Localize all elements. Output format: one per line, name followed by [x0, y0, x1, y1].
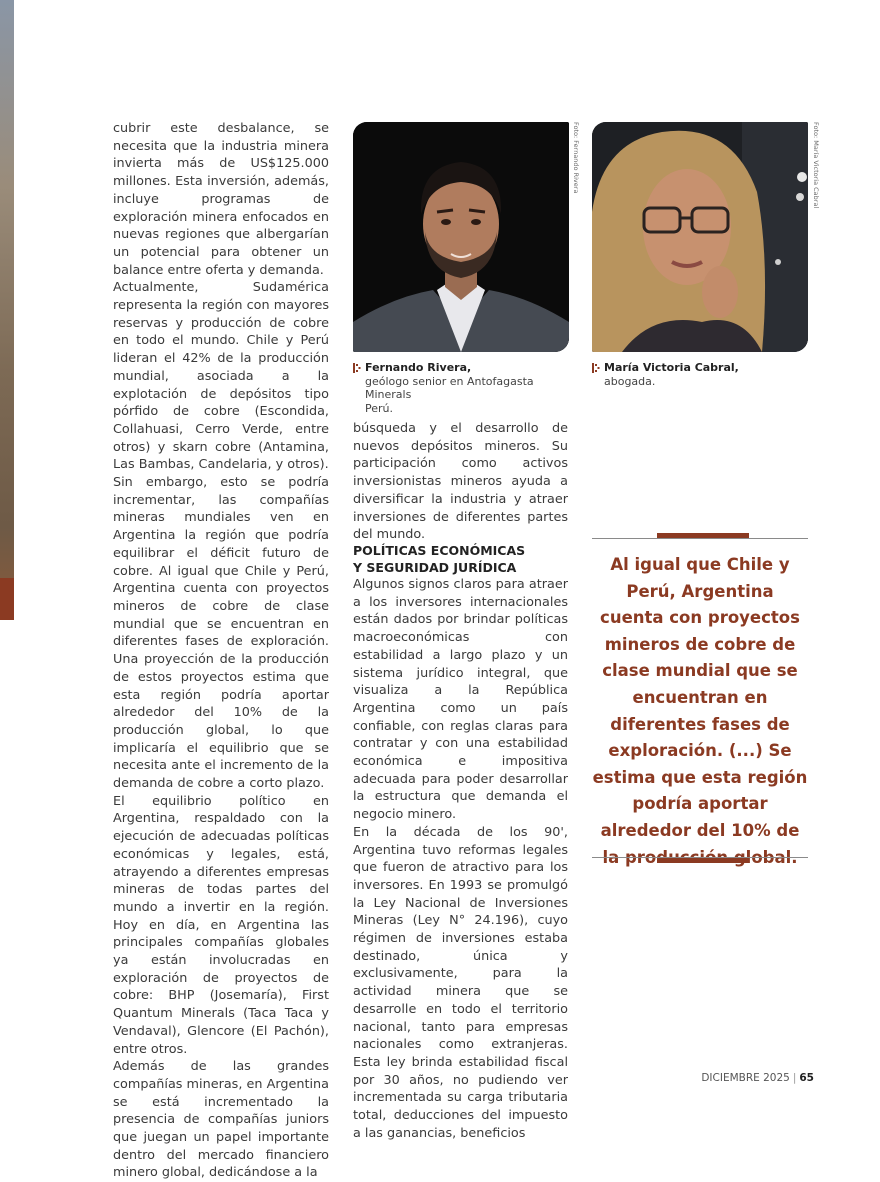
- caption-role: Perú.: [365, 401, 393, 415]
- photo-credit: Foto: Fernando Rivera: [572, 122, 580, 194]
- section-heading: [353, 542, 568, 576]
- section-heading-line: POLÍTICAS ECONÓMICAS: [353, 543, 526, 558]
- caption-name: [592, 361, 808, 375]
- body-paragraph: Sin embargo, esto se podría incrementar, las compañías mineras mundiales ven en Argentina la región que podría equilibrar el déficit futuro de cobre. Al igual que Chile y Perú, Argentina cuenta con proyectos mineros de cobre de clase mundial que se encuentran en diferentes fases de exploración. Una proyección de la producción de estos proyectos estima que esta región podría aportar alrededor del 10% de la producción global, lo que implicaría el equilibrio que se necesita ante el incremento de la demanda de cobre a corto plazo.: [113, 475, 329, 792]
- caption-bullet-icon: [353, 363, 361, 373]
- issue-date: DICIEMBRE 2025: [701, 1072, 790, 1084]
- page-number: 65: [799, 1072, 814, 1084]
- caption-name: [353, 361, 571, 375]
- body-paragraph: Además de las grandes compañías mineras, en Argentina se está incrementado la presencia de compañías juniors que juegan un papel importante dentro del mercado financiero minero global, dedicándose a la: [113, 1059, 329, 1181]
- page-footer: [701, 1072, 814, 1084]
- caption-role: abogada.: [604, 374, 656, 388]
- caption-name-text: Fernando Rivera,: [365, 361, 472, 374]
- body-paragraph: Actualmente, Sudamérica representa la región con mayores reservas y producción de cobre en todo el mundo. Chile y Perú lideran el 42% de la producción mundial, asociada a la explotación de depósitos tipo pórfido de cobre (Escondida, Collahuasi, Cerro Verde, entre otros) y skarn cobre (Antamina, Las Bambas, Candelaria, y otros).: [113, 280, 329, 473]
- caption-name-text: María Victoria Cabral,: [604, 361, 739, 374]
- body-paragraph: búsqueda y el desarrollo de nuevos depósitos mineros. Su participación como activos inversionistas mineros ayuda a diversificar la industria y atraer inversiones de diferentes partes del mundo.: [353, 421, 568, 543]
- body-paragraph: Algunos signos claros para atraer a los inversores internacionales están dados por brindar políticas macroeconómicas con estabilidad a largo plazo y un sistema jurídico integral, que visualiza a la República Argentina como un país confiable, con reglas claras para contratar y con una estabilidad económica e impositiva adecuada para poder desarrollar la estructura que demanda el negocio minero.: [353, 577, 568, 823]
- body-paragraph: En la década de los 90', Argentina tuvo reformas legales que fueron de atractivo para los inversores. En 1993 se promulgó la Ley Nacional de Inversiones Mineras (Ley N° 24.196), cuyo régimen de inversiones estaba destinado, única y exclusivamente, para la actividad minera que se desarrolle en todo el territorio nacional, tanto para empresas nacionales como extranjeras. Esta ley brinda estabilidad fiscal por 30 años, no pudiendo ver incrementada su carga tributaria total, deducciones del impuesto a las ganancias, beneficios: [353, 824, 568, 1141]
- edge-accent-bar: [0, 578, 14, 620]
- article-column-1: [113, 120, 329, 1182]
- portrait-illustration: [592, 122, 808, 352]
- photo-credit: Foto: María Victoria Cabral: [812, 122, 820, 209]
- pull-quote-rule: [592, 538, 808, 539]
- pull-quote-accent-tab: [657, 858, 749, 863]
- photo-caption: [353, 361, 571, 415]
- photo-caption: [592, 361, 808, 388]
- portrait-photo-fernando-rivera: [353, 122, 569, 352]
- body-paragraph: El equilibrio político en Argentina, respaldado con la ejecución de adecuadas políticas económicas y legales, está, atrayendo a diferentes empresas mineras de todas partes del mundo a invertir en la región. Hoy en día, en Argentina las principales compañías globales ya están involucradas en exploración de proyectos de cobre: BHP (Josemaría), First Quantum Minerals (Taca Taca y Vendaval), Glencore (El Pachón), entre otros.: [113, 793, 329, 1057]
- pull-quote-accent-tab: [657, 533, 749, 538]
- pull-quote: Al igual que Chile y Perú, Argentina cuenta con proyectos mineros de cobre de clase mundial que se encuentran en diferentes fases de exploración. (...) Se estima que esta región podría aportar alrededor del 10% de la global.: [592, 555, 808, 867]
- adjacent-page-image-edge: [0, 0, 14, 620]
- caption-bullet-icon: [592, 363, 600, 373]
- portrait-photo-maria-victoria-cabral: [592, 122, 808, 352]
- body-paragraph: cubrir este desbalance, se necesita que la industria minera invierta más de US$125.000 millones. Esta inversión, además, incluye programas de exploración minera enfocados en nuevas regiones que albergarían un potencial para obtener un balance entre oferta y demanda.: [113, 121, 329, 278]
- portrait-illustration: [353, 122, 569, 352]
- article-column-2-continued: [353, 576, 568, 1143]
- footer-separator: |: [792, 1072, 797, 1084]
- article-column-2: [353, 420, 568, 544]
- section-heading-line: Y SEGURIDAD JURÍDICA: [353, 560, 517, 575]
- caption-role: geólogo senior en Antofagasta Minerals: [365, 374, 534, 401]
